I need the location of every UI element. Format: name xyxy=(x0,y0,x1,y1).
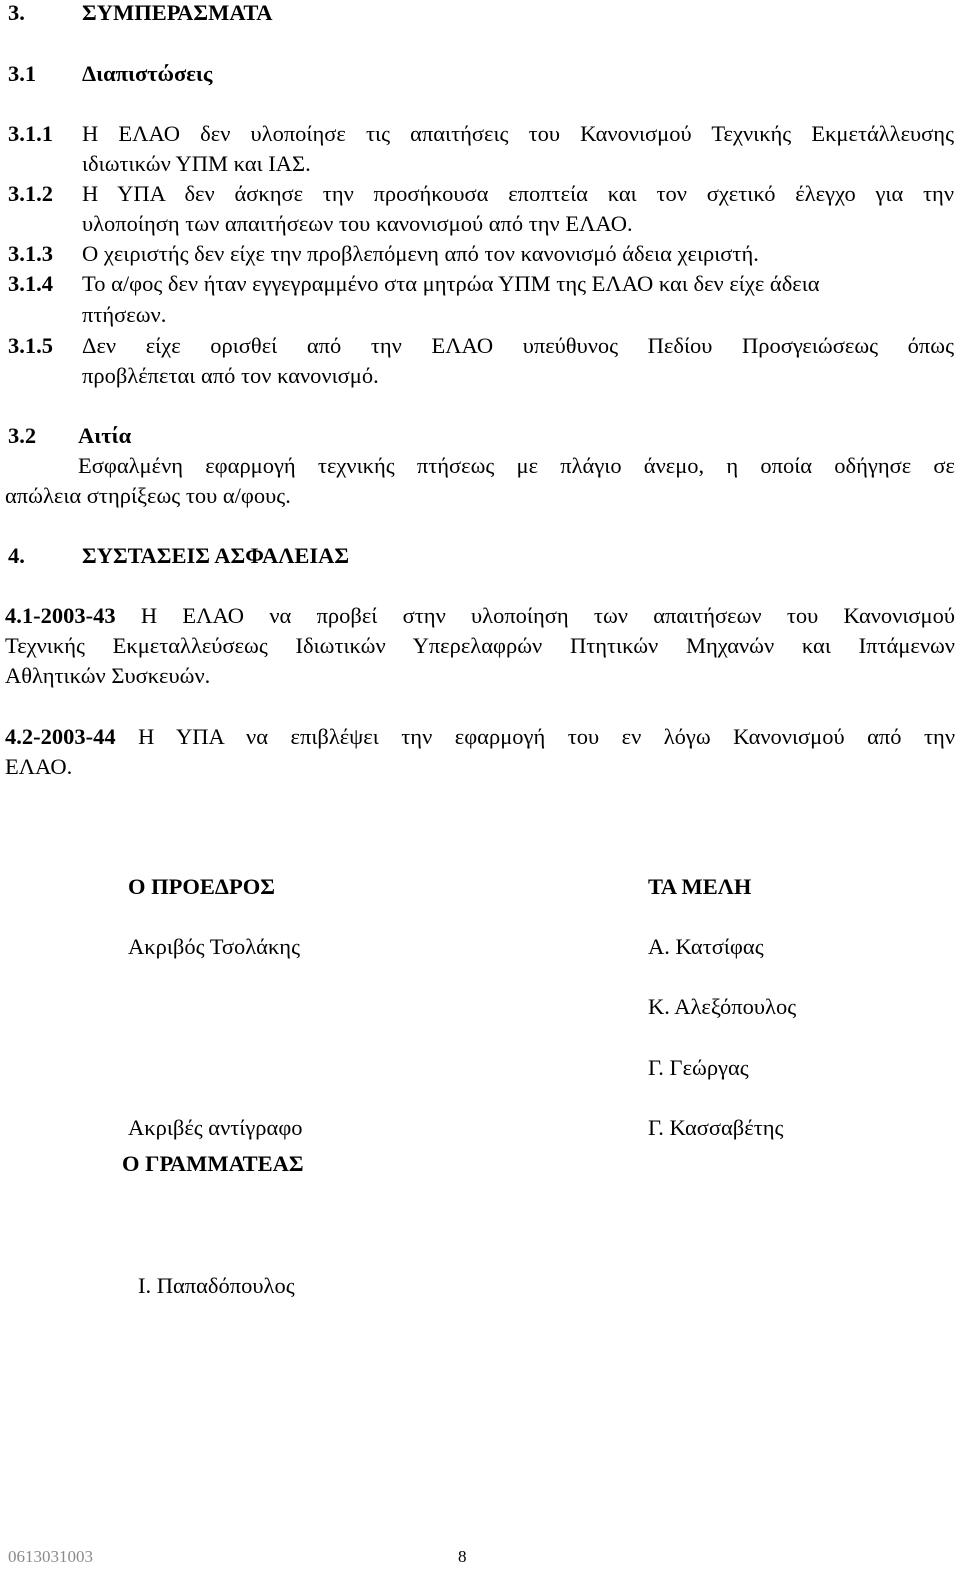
cause-title: Αιτία xyxy=(78,423,132,448)
secretary-name: Ι. Παπαδόπουλος xyxy=(138,1273,295,1298)
members-title: ΤΑ ΜΕΛΗ xyxy=(648,874,752,899)
member-name: Γ. Κασσαβέτης xyxy=(648,1115,784,1140)
finding-number: 3.1.5 xyxy=(8,333,53,358)
section-4-number: 4. xyxy=(8,543,25,568)
findings-number: 3.1 xyxy=(8,61,37,86)
section-3-number: 3. xyxy=(8,0,25,25)
document-code: 0613031003 xyxy=(8,1547,93,1566)
member-name: Γ. Γεώργας xyxy=(648,1055,749,1080)
finding-text-line: Δεν είχε ορισθεί από την ΕΛΑΟ υπεύθυνος Πεδίου Προσγειώσεως όπως xyxy=(82,333,954,358)
member-name: Α. Κατσίφας xyxy=(648,934,764,959)
finding-text-line: υλοποίηση των απαιτήσεων του κανονισμού από την ΕΛΑΟ. xyxy=(82,211,633,236)
recommendation-text-line: Αθλητικών Συσκευών. xyxy=(5,663,211,688)
president-name: Ακριβός Τσολάκης xyxy=(128,934,300,959)
copy-label: Ακριβές αντίγραφο xyxy=(128,1115,303,1140)
recommendation-code: 4.2-2003-44 xyxy=(5,724,116,749)
recommendation-code: 4.1-2003-43 xyxy=(5,603,116,628)
finding-text-line: πτήσεων. xyxy=(82,302,167,327)
recommendation-line xyxy=(5,605,955,628)
recommendation-text-line: Τεχνικής Εκμεταλλεύσεως Ιδιωτικών Υπερελαφρών Πτητικών Μηχανών και Ιπτάμενων xyxy=(5,633,955,658)
recommendation-text: Η ΥΠΑ να επιβλέψει την εφαρμογή του εν λόγω Κανονισμού από την xyxy=(115,724,955,749)
recommendation-text: Η ΕΛΑΟ να προβεί στην υλοποίηση των απαιτήσεων του Κανονισμού xyxy=(115,603,955,628)
cause-text-line: Εσφαλμένη εφαρμογή τεχνικής πτήσεως με πλάγιο άνεμο, η οποία οδήγησε σε xyxy=(78,453,955,478)
cause-text-line: απώλεια στηρίξεως του α/φους. xyxy=(5,483,291,508)
finding-text-line: προβλέπεται από τον κανονισμό. xyxy=(82,363,379,388)
finding-text-line: ιδιωτικών ΥΠΜ και ΙΑΣ. xyxy=(82,151,311,176)
finding-number: 3.1.4 xyxy=(8,271,53,296)
finding-number: 3.1.3 xyxy=(8,241,53,266)
finding-text-line: Ο χειριστής δεν είχε την προβλεπόμενη από τον κανονισμό άδεια χειριστή. xyxy=(82,241,759,266)
section-3-title: ΣΥΜΠΕΡΑΣΜΑΤΑ xyxy=(82,0,273,25)
section-4-title: ΣΥΣΤΑΣΕΙΣ ΑΣΦΑΛΕΙΑΣ xyxy=(82,543,350,568)
recommendation-text-line: ΕΛΑΟ. xyxy=(5,754,73,779)
recommendation-line xyxy=(5,726,955,749)
finding-text-line: Η ΕΛΑΟ δεν υλοποίησε τις απαιτήσεις του Κανονισμού Τεχνικής Εκμετάλλευσης xyxy=(82,121,954,146)
president-title: Ο ΠΡΟΕΔΡΟΣ xyxy=(128,874,275,899)
member-name: Κ. Αλεξόπουλος xyxy=(648,994,797,1019)
finding-number: 3.1.1 xyxy=(8,121,53,146)
finding-text-line: Η ΥΠΑ δεν άσκησε την προσήκουσα εποπτεία και τον σχετικό έλεγχο για την xyxy=(82,181,954,206)
findings-title: Διαπιστώσεις xyxy=(82,61,213,86)
page-number: 8 xyxy=(458,1547,467,1566)
finding-text-line: Το α/φος δεν ήταν εγγεγραμμένο στα μητρώα ΥΠΜ της ΕΛΑΟ και δεν είχε άδεια xyxy=(82,271,820,296)
cause-number: 3.2 xyxy=(8,423,37,448)
secretary-title: Ο ΓΡΑΜΜΑΤΕΑΣ xyxy=(122,1151,304,1176)
finding-number: 3.1.2 xyxy=(8,181,53,206)
